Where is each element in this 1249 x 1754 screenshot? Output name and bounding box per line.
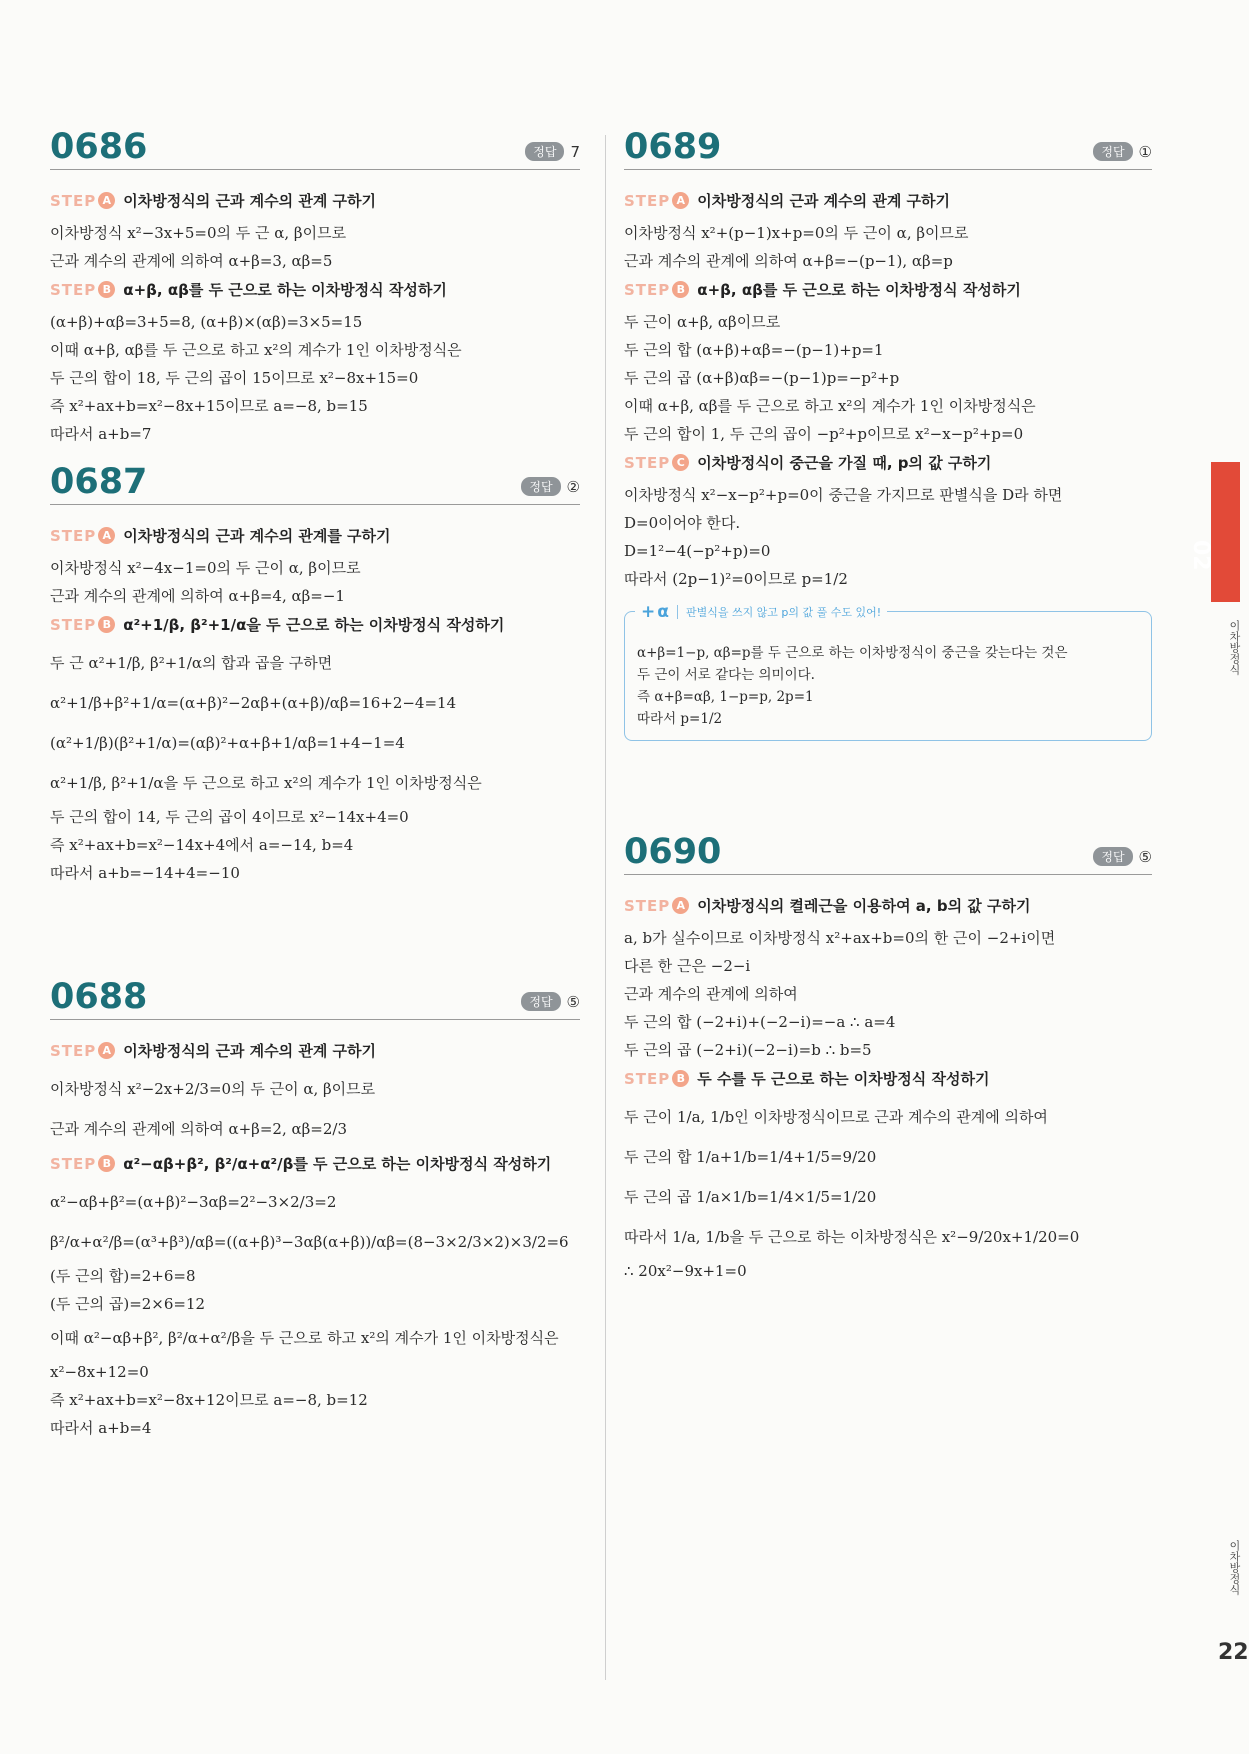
tip-box: [624, 602, 1152, 741]
answer: [521, 477, 580, 496]
text-line: 근과 계수의 관계에 의하여 α+β=4, αβ=−1: [50, 587, 345, 605]
problem-number: 0688: [50, 977, 148, 1017]
text-line: 두 근의 합 1/a+1/b=1/4+1/5=9/20: [624, 1148, 877, 1166]
step-b-title: STEP B 두 수를 두 근으로 하는 이차방정식 작성하기: [624, 1069, 990, 1088]
step-letter-icon: B: [98, 281, 115, 298]
text-line: D=1²−4(−p²+p)=0: [624, 542, 771, 560]
answer-badge: 정답: [1093, 142, 1132, 161]
column-divider: [605, 135, 606, 1680]
text-line: D=0이어야 한다.: [624, 514, 741, 532]
text-line: 이차방정식 x²−4x−1=0의 두 근이 α, β이므로: [50, 559, 361, 577]
text-line: 다른 한 근은 −2−i: [624, 957, 751, 975]
problem-number: 0686: [50, 127, 148, 167]
step-letter-icon: B: [98, 616, 115, 633]
text-line: 이차방정식 x²−3x+5=0의 두 근 α, β이므로: [50, 224, 347, 242]
text-line: 두 근의 합이 18, 두 근의 곱이 15이므로 x²−8x+15=0: [50, 369, 419, 387]
text-line: (두 근의 곱)=2×6=12: [50, 1295, 206, 1313]
text-line: (α²+1/β)(β²+1/α)=(αβ)²+α+β+1/αβ=1+4−1=4: [50, 734, 405, 752]
tip-line: α+β=1−p, αβ=p를 두 근으로 하는 이차방정식이 중근을 갖는다는 것은: [637, 645, 1068, 661]
right-column: [624, 127, 1152, 1285]
problem-0690: [624, 832, 1152, 1285]
left-column: [50, 127, 580, 1442]
text-line: a, b가 실수이므로 이차방정식 x²+ax+b=0의 한 근이 −2+i이면: [624, 929, 1056, 947]
chapter-subtitle: 이차방정식: [1228, 620, 1241, 675]
step-letter-icon: A: [672, 897, 689, 914]
text-line: 이차방정식 x²+(p−1)x+p=0의 두 근이 α, β이므로: [624, 224, 969, 242]
tip-line: 즉 α+β=αβ, 1−p=p, 2p=1: [637, 689, 814, 705]
text-line: 두 근의 합 (−2+i)+(−2−i)=−a ∴ a=4: [624, 1013, 896, 1031]
text-line: 두 근의 곱 (−2+i)(−2−i)=b ∴ b=5: [624, 1041, 872, 1059]
problem-number: 0687: [50, 462, 148, 502]
step-letter-icon: A: [98, 192, 115, 209]
answer-badge: 정답: [525, 142, 564, 161]
text-line: β²/α+α²/β=(α³+β³)/αβ=((α+β)³−3αβ(α+β))/αβ=(8−3×2/3×2)×3/2=6: [50, 1233, 569, 1251]
text-line: 두 근의 곱 (α+β)αβ=−(p−1)p=−p²+p: [624, 369, 900, 387]
text-line: 두 근 α²+1/β, β²+1/α의 합과 곱을 구하면: [50, 654, 333, 672]
step-c-title: STEP C 이차방정식이 중근을 가질 때, p의 값 구하기: [624, 453, 992, 472]
text-line: 두 근의 합이 14, 두 근의 곱이 4이므로 x²−14x+4=0: [50, 808, 409, 826]
text-line: (α+β)+αβ=3+5=8, (α+β)×(αβ)=3×5=15: [50, 313, 363, 331]
text-line: 즉 x²+ax+b=x²−8x+15이므로 a=−8, b=15: [50, 397, 368, 415]
text-line: α²−αβ+β²=(α+β)²−3αβ=2²−3×2/3=2: [50, 1193, 337, 1211]
text-line: 근과 계수의 관계에 의하여 α+β=−(p−1), αβ=p: [624, 252, 953, 270]
answer-badge: 정답: [521, 992, 560, 1011]
step-letter-icon: A: [98, 527, 115, 544]
text-line: α²+1/β, β²+1/α을 두 근으로 하고 x²의 계수가 1인 이차방정식은: [50, 774, 482, 792]
text-line: 따라서 1/a, 1/b을 두 근으로 하는 이차방정식은 x²−9/20x+1/20=0: [624, 1228, 1080, 1246]
tip-line: 따라서 p=1/2: [637, 711, 723, 727]
text-line: 이때 α+β, αβ를 두 근으로 하고 x²의 계수가 1인 이차방정식은: [50, 341, 462, 359]
answer: [1093, 142, 1152, 161]
problem-number: 0690: [624, 832, 722, 872]
tip-divider: [677, 605, 678, 619]
step-b-title: STEP B α+β, αβ를 두 근으로 하는 이차방정식 작성하기: [624, 280, 1021, 299]
step-letter-icon: B: [672, 281, 689, 298]
problem-header: [624, 127, 1152, 170]
answer-value: ⑤: [566, 992, 580, 1011]
page-number: 22: [1218, 1640, 1249, 1665]
problem-0689: [624, 127, 1152, 835]
text-line: ∴ 20x²−9x+1=0: [624, 1262, 747, 1280]
answer: [1093, 847, 1152, 866]
tip-title: 판별식을 쓰지 않고 p의 값 풀 수도 있어!: [685, 606, 882, 619]
text-line: x²−8x+12=0: [50, 1363, 149, 1381]
text-line: 따라서 (2p−1)²=0이므로 p=1/2: [624, 570, 848, 588]
step-a-title: STEP A 이차방정식의 근과 계수의 관계 구하기: [50, 191, 377, 210]
text-line: 이차방정식 x²−2x+2/3=0의 두 근이 α, β이므로: [50, 1080, 376, 1098]
problem-header: [50, 462, 580, 505]
step-letter-icon: C: [672, 454, 689, 471]
text-line: 두 근이 α+β, αβ이므로: [624, 313, 781, 331]
step-a-title: STEP A 이차방정식의 켤레근을 이용하여 a, b의 값 구하기: [624, 896, 1031, 915]
text-line: 즉 x²+ax+b=x²−8x+12이므로 a=−8, b=12: [50, 1391, 368, 1409]
chapter-tab-label: 02: [1188, 540, 1213, 571]
plus-icon: +: [641, 602, 656, 622]
step-a-title: STEP A 이차방정식의 근과 계수의 관계를 구하기: [50, 526, 391, 545]
text-line: 따라서 a+b=−14+4=−10: [50, 864, 240, 882]
answer-value: ⑤: [1138, 847, 1152, 866]
answer-value: ②: [566, 477, 580, 496]
text-line: 이때 α²−αβ+β², β²/α+α²/β을 두 근으로 하고 x²의 계수가 1인 이차방정식은: [50, 1329, 559, 1347]
step-letter-icon: A: [672, 192, 689, 209]
alpha-icon: α: [657, 602, 669, 622]
answer-badge: 정답: [521, 477, 560, 496]
text-line: 이차방정식 x²−x−p²+p=0이 중근을 가지므로 판별식을 D라 하면: [624, 486, 1063, 504]
step-letter-icon: A: [98, 1042, 115, 1059]
answer: [525, 142, 580, 161]
text-line: 근과 계수의 관계에 의하여 α+β=3, αβ=5: [50, 252, 333, 270]
text-line: 두 근의 합 (α+β)+αβ=−(p−1)+p=1: [624, 341, 884, 359]
chapter-tab: [1211, 462, 1240, 602]
problem-0686: [50, 127, 580, 465]
chapter-subtitle-bottom: 이차방정식: [1228, 1540, 1241, 1595]
text-line: 근과 계수의 관계에 의하여: [624, 985, 798, 1003]
step-a-title: STEP A 이차방정식의 근과 계수의 관계 구하기: [624, 191, 951, 210]
text-line: 이때 α+β, αβ를 두 근으로 하고 x²의 계수가 1인 이차방정식은: [624, 397, 1036, 415]
problem-header: [50, 127, 580, 170]
step-letter-icon: B: [98, 1155, 115, 1172]
step-b-title: STEP B α+β, αβ를 두 근으로 하는 이차방정식 작성하기: [50, 280, 447, 299]
text-line: (두 근의 합)=2+6=8: [50, 1267, 196, 1285]
problem-0688: [50, 977, 580, 1442]
text-line: 두 근이 1/a, 1/b인 이차방정식이므로 근과 계수의 관계에 의하여: [624, 1108, 1048, 1126]
tip-header: [635, 602, 887, 622]
problem-header: [624, 832, 1152, 875]
answer-value: 7: [570, 142, 580, 161]
step-b-title: STEP B α²−αβ+β², β²/α+α²/β를 두 근으로 하는 이차방정식 작성하기: [50, 1154, 552, 1173]
text-line: 즉 x²+ax+b=x²−14x+4에서 a=−14, b=4: [50, 836, 354, 854]
text-line: α²+1/β+β²+1/α=(α+β)²−2αβ+(α+β)/αβ=16+2−4=14: [50, 694, 457, 712]
step-letter-icon: B: [672, 1070, 689, 1087]
text-line: 두 근의 합이 1, 두 근의 곱이 −p²+p이므로 x²−x−p²+p=0: [624, 425, 1024, 443]
problem-header: [50, 977, 580, 1020]
answer: [521, 992, 580, 1011]
text-line: 두 근의 곱 1/a×1/b=1/4×1/5=1/20: [624, 1188, 877, 1206]
answer-badge: 정답: [1093, 847, 1132, 866]
tip-line: 두 근이 서로 같다는 의미이다.: [637, 667, 815, 683]
step-b-title: STEP B α²+1/β, β²+1/α을 두 근으로 하는 이차방정식 작성하기: [50, 615, 505, 634]
answer-value: ①: [1138, 142, 1152, 161]
step-a-title: STEP A 이차방정식의 근과 계수의 관계 구하기: [50, 1041, 377, 1060]
problem-number: 0689: [624, 127, 722, 167]
text-line: 따라서 a+b=7: [50, 425, 152, 443]
text-line: 근과 계수의 관계에 의하여 α+β=2, αβ=2/3: [50, 1120, 347, 1138]
text-line: 따라서 a+b=4: [50, 1419, 152, 1437]
problem-0687: [50, 462, 580, 980]
